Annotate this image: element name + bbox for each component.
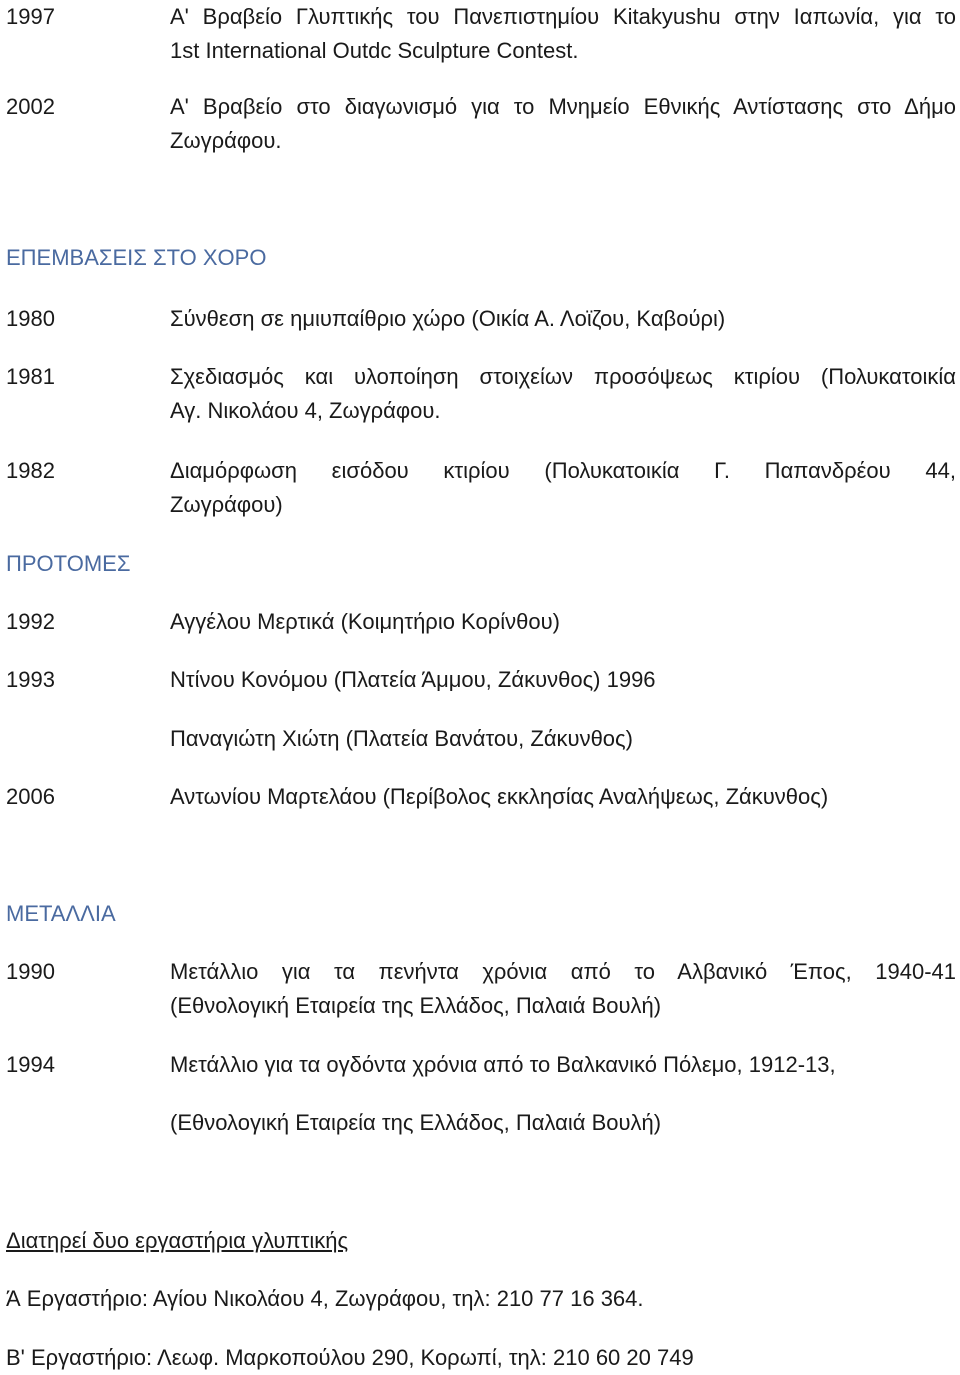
entry-line: Αγγέλου Μερτικά (Κοιμητήριο Κορίνθου) — [170, 609, 560, 634]
entry-text — [170, 955, 956, 1023]
entry-year: 1982 — [6, 458, 55, 483]
entry-text — [170, 1106, 956, 1140]
entry-year: 2006 — [6, 784, 55, 809]
entry-line: (Εθνολογική Εταιρεία της Ελλάδος, Παλαιά Βουλή) — [170, 993, 662, 1018]
entry-year: 1997 — [6, 4, 55, 29]
section-heading-medals: ΜΕΤΑΛΛΙΑ — [6, 901, 116, 926]
entry-text — [170, 90, 956, 158]
entry-text — [170, 605, 956, 639]
entry-line: Ζωγράφου) — [170, 492, 283, 517]
entry-year: 1993 — [6, 667, 55, 692]
entry-line: Α' Βραβείο Γλυπτικής του Πανεπιστημίου Kitakyushu στην Ιαπωνία, για το — [170, 4, 956, 29]
entry-text — [170, 780, 956, 814]
entry-line: Α' Βραβείο στο διαγωνισμό για το Μνημείο Εθνικής Αντίστασης στο Δήμο — [170, 94, 956, 119]
entry-line: Σύνθεση σε ημιυπαίθριο χώρο (Οικία Α. Λοϊζου, Καβούρι) — [170, 306, 726, 331]
entry-year: 1980 — [6, 306, 55, 331]
entry-year: 2002 — [6, 94, 55, 119]
entry-text — [170, 302, 956, 336]
entry-text — [170, 360, 956, 428]
entry-line: Μετάλλιο για τα πενήντα χρόνια από το Αλβανικό Έπος, 1940-41 — [170, 959, 956, 984]
entry-line: (Εθνολογική Εταιρεία της Ελλάδος, Παλαιά Βουλή) — [170, 1110, 662, 1135]
entry-line: Σχεδιασμός και υλοποίηση στοιχείων προσόψεως κτιρίου (Πολυκατοικία — [170, 364, 956, 389]
entry-year: 1994 — [6, 1052, 55, 1077]
entry-line: Παναγιώτη Χιώτη (Πλατεία Βανάτου, Ζάκυνθος) — [170, 726, 633, 751]
entry-text — [170, 0, 956, 68]
entry-line: Ζωγράφου. — [170, 128, 282, 153]
entry-line: 1st International Outdc Sculpture Contest. — [170, 38, 579, 63]
workshops-heading: Διατηρεί δυο εργαστήρια γλυπτικής — [6, 1228, 349, 1253]
entry-year: 1992 — [6, 609, 55, 634]
entry-line: Αντωνίου Μαρτελάου (Περίβολος εκκλησίας Αναλήψεως, Ζάκυνθος) — [170, 784, 829, 809]
entry-line: Μετάλλιο για τα ογδόντα χρόνια από το Βαλκανικό Πόλεμο, 1912-13, — [170, 1052, 836, 1077]
entry-year: 1990 — [6, 959, 55, 984]
entry-text — [170, 1048, 956, 1082]
entry-text — [170, 663, 956, 697]
entry-line: Ντίνου Κονόμου (Πλατεία Άμμου, Ζάκυνθος) 1996 — [170, 667, 656, 692]
entry-year: 1981 — [6, 364, 55, 389]
entry-line: Διαμόρφωση εισόδου κτιρίου (Πολυκατοικία Γ. Παπανδρέου 44, — [170, 458, 956, 483]
entry-text — [170, 454, 956, 522]
entry-text — [170, 722, 956, 756]
workshop-first-address: Ά Εργαστήριο: Αγίου Νικολάου 4, Ζωγράφου, τηλ: 210 77 16 364. — [6, 1286, 644, 1311]
entry-line: Αγ. Νικολάου 4, Ζωγράφου. — [170, 398, 441, 423]
workshop-second-address: Β' Εργαστήριο: Λεωφ. Μαρκοπούλου 290, Κορωπί, τηλ: 210 60 20 749 — [6, 1345, 694, 1370]
section-heading-interventions: ΕΠΕΜΒΑΣΕΙΣ ΣΤΟ ΧΟΡΟ — [6, 245, 267, 270]
section-heading-busts: ΠΡΟΤΟΜΕΣ — [6, 551, 131, 576]
